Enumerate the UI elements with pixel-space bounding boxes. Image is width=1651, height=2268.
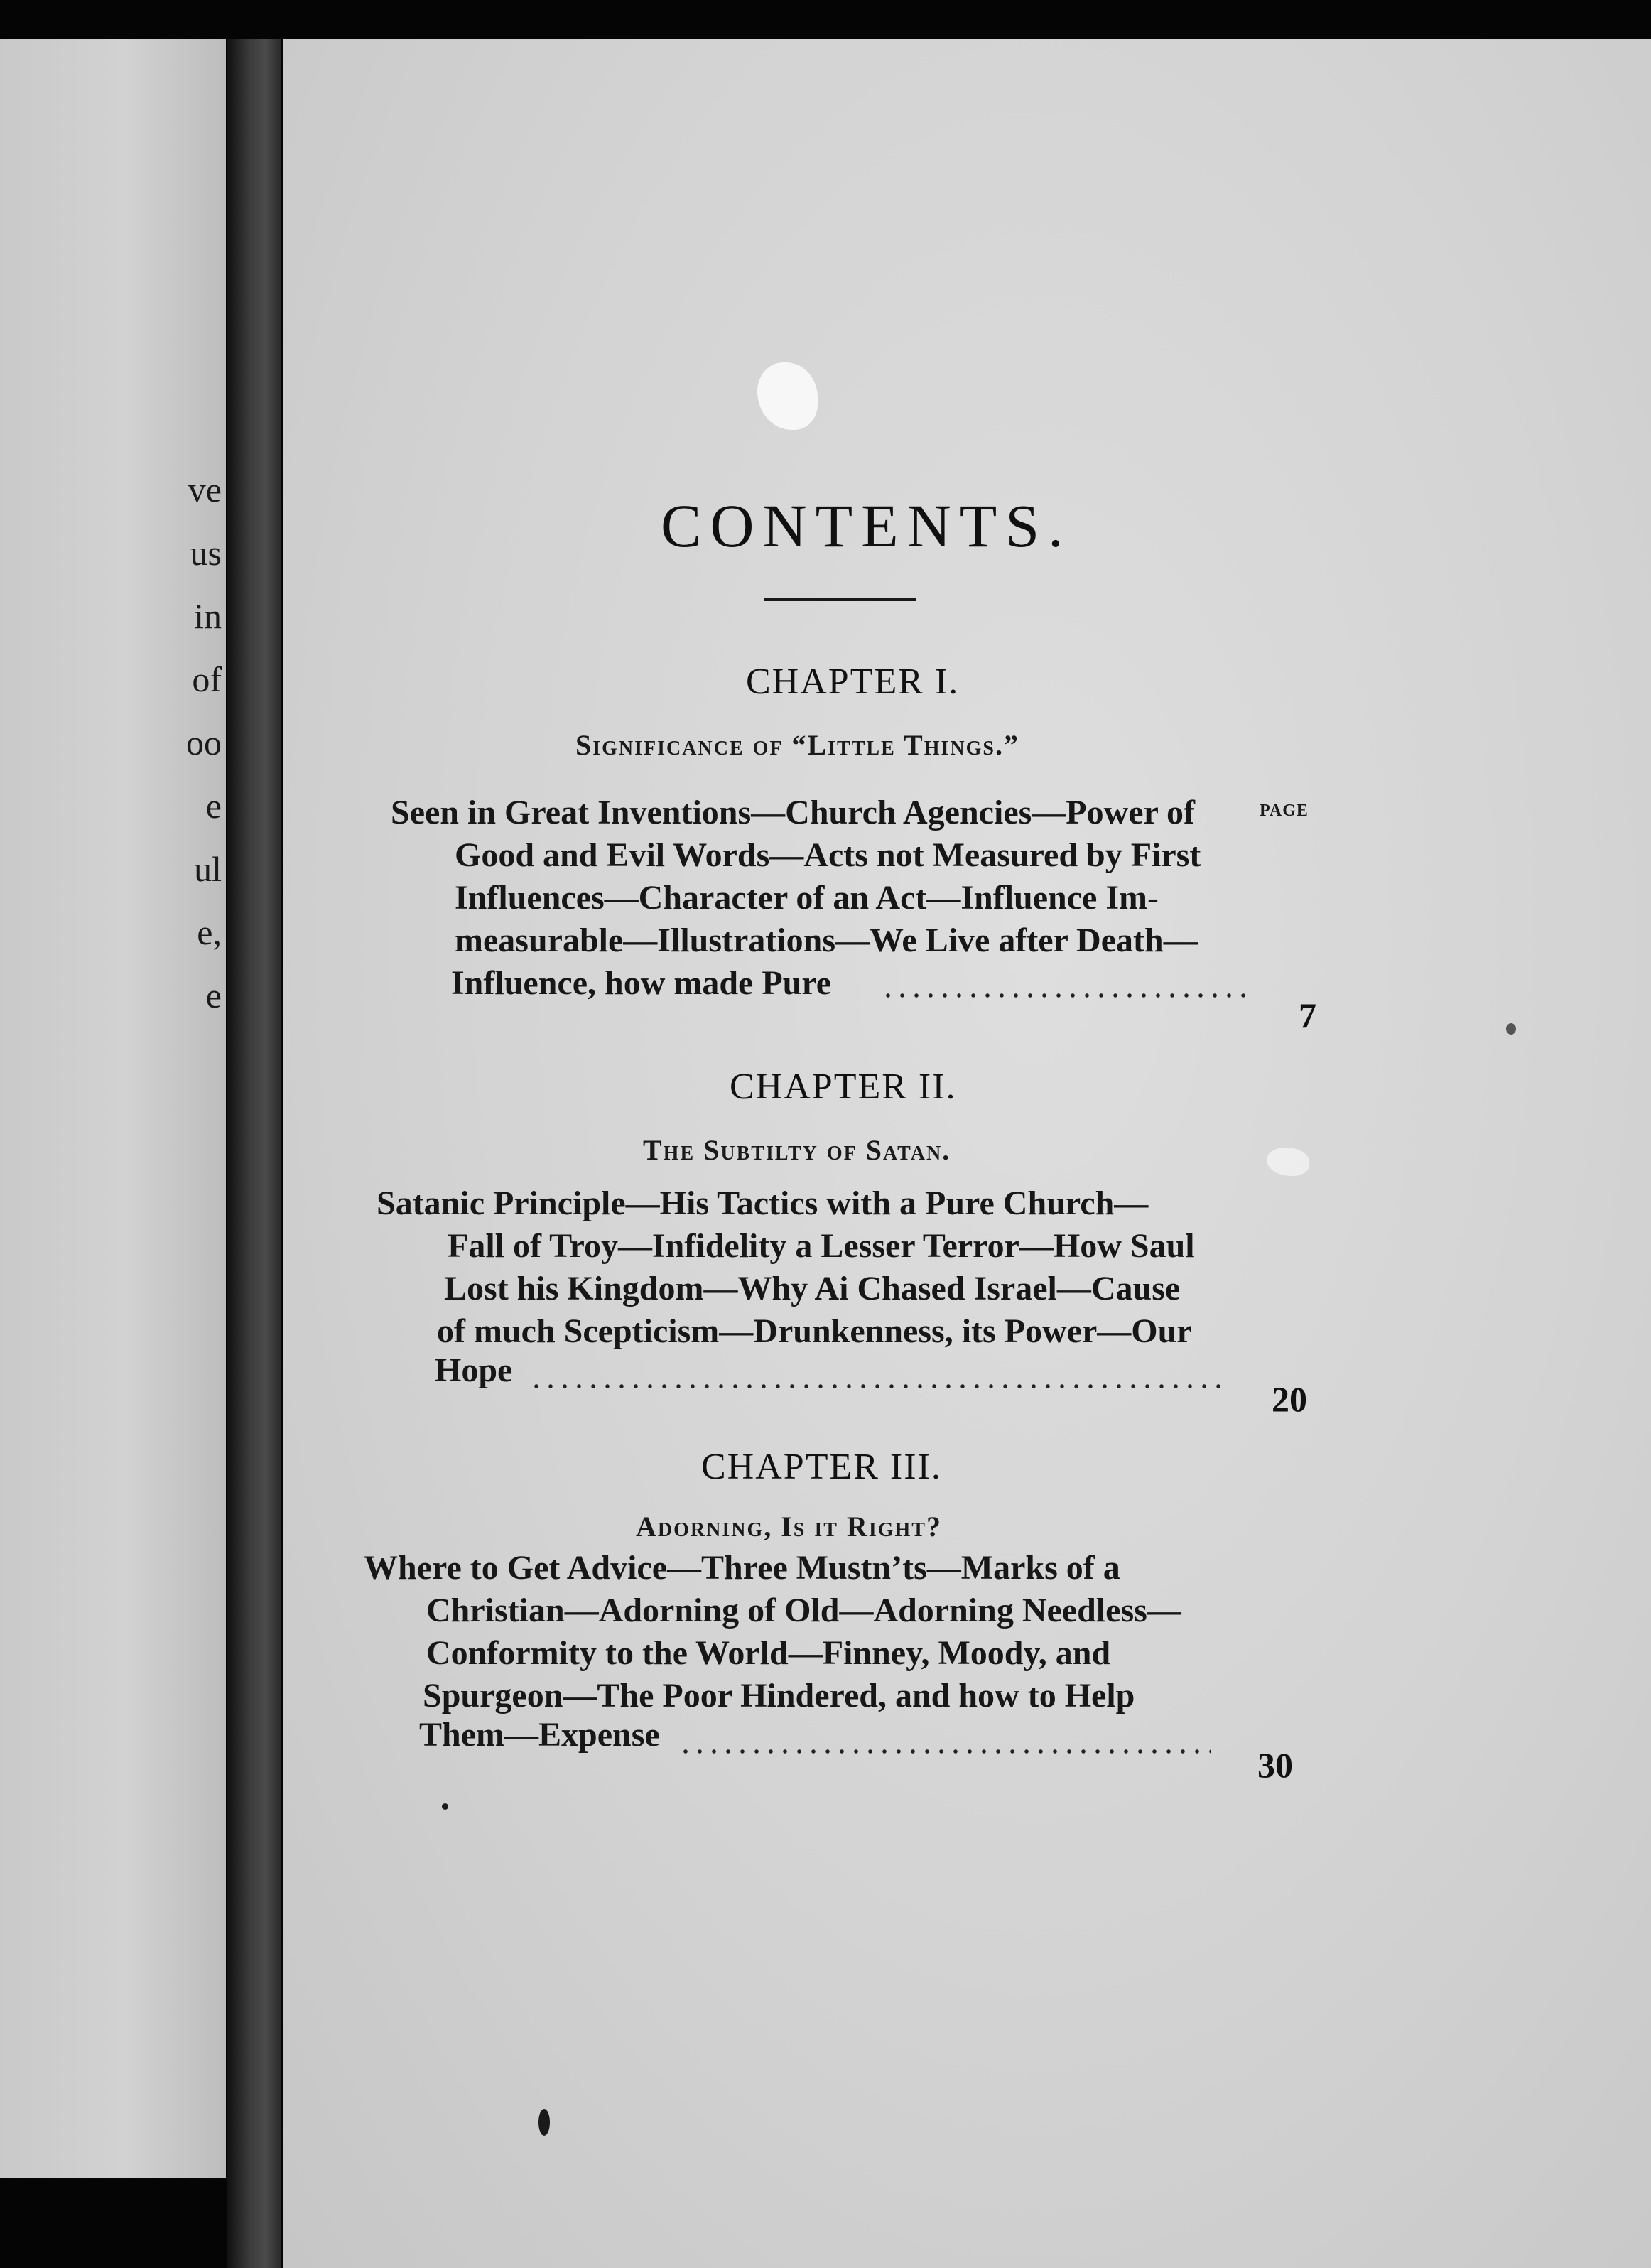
left-page-text-fragments bbox=[186, 458, 222, 1027]
chapter-subtitle: The Subtilty of Satan. bbox=[643, 1134, 951, 1166]
chapter-heading: CHAPTER III. bbox=[701, 1447, 942, 1487]
ink-speck bbox=[538, 2109, 550, 2136]
dot-leaders bbox=[881, 993, 1250, 998]
book-gutter bbox=[227, 39, 281, 2268]
dot-leaders bbox=[529, 1384, 1229, 1388]
chapter-summary-line: Where to Get Advice—Three Mustn’ts—Marks of a bbox=[364, 1549, 1120, 1587]
chapter-summary-line: Seen in Great Inventions—Church Agencies—Power of bbox=[391, 794, 1196, 831]
left-page-fragment: e bbox=[205, 786, 222, 826]
title-rule bbox=[764, 598, 916, 601]
chapter-summary-line: of much Scepticism—Drunkenness, its Power—Our bbox=[437, 1312, 1192, 1350]
chapter-heading: CHAPTER II. bbox=[730, 1066, 957, 1107]
ink-speck bbox=[442, 1803, 448, 1810]
chapter-subtitle: Significance of “Little Things.” bbox=[575, 729, 1019, 761]
left-facing-page bbox=[0, 39, 226, 2178]
paper-blemish bbox=[1267, 1148, 1309, 1176]
left-page-fragment: us bbox=[190, 533, 222, 573]
chapter-summary-line: Them—Expense bbox=[419, 1716, 660, 1754]
chapter-summary-line: Spurgeon—The Poor Hindered, and how to Help bbox=[423, 1677, 1135, 1714]
chapter-subtitle: Adorning, Is it Right? bbox=[636, 1511, 942, 1543]
left-page-fragment: of bbox=[192, 659, 222, 699]
left-page-fragment: ve bbox=[188, 470, 222, 509]
chapter-summary-line: Hope bbox=[435, 1351, 513, 1389]
chapter-page-number: 30 bbox=[1257, 1745, 1293, 1785]
contents-page bbox=[283, 39, 1651, 2268]
left-page-fragment: ul bbox=[194, 849, 222, 889]
chapter-heading: CHAPTER I. bbox=[746, 662, 960, 702]
chapter-summary-line: Conformity to the World—Finney, Moody, and bbox=[426, 1634, 1111, 1672]
chapter-summary-line: Lost his Kingdom—Why Ai Chased Israel—Cause bbox=[444, 1270, 1181, 1307]
chapter-summary-line: Influences—Character of an Act—Influence Im- bbox=[455, 879, 1159, 917]
left-page-fragment: in bbox=[194, 596, 222, 636]
chapter-summary-line: Fall of Troy—Infidelity a Lesser Terror—How Saul bbox=[448, 1227, 1195, 1265]
page-column-label: PAGE bbox=[1260, 801, 1309, 820]
paper-blemish bbox=[757, 362, 818, 430]
ink-speck bbox=[1506, 1023, 1516, 1035]
chapter-page-number: 20 bbox=[1272, 1379, 1307, 1419]
page-title: CONTENTS. bbox=[661, 492, 1072, 560]
chapter-summary-line: measurable—Illustrations—We Live after Death— bbox=[455, 922, 1198, 959]
left-page-fragment: e bbox=[205, 976, 222, 1015]
left-page-fragment: e, bbox=[197, 912, 222, 952]
chapter-summary-line: Christian—Adorning of Old—Adorning Needless— bbox=[426, 1592, 1181, 1629]
dot-leaders bbox=[678, 1749, 1211, 1754]
chapter-summary-line: Influence, how made Pure bbox=[451, 964, 832, 1002]
chapter-summary-line: Satanic Principle—His Tactics with a Pure Church— bbox=[377, 1184, 1149, 1222]
chapter-summary-line: Good and Evil Words—Acts not Measured by First bbox=[455, 836, 1201, 874]
left-page-fragment: oo bbox=[186, 723, 222, 762]
chapter-page-number: 7 bbox=[1299, 995, 1316, 1035]
